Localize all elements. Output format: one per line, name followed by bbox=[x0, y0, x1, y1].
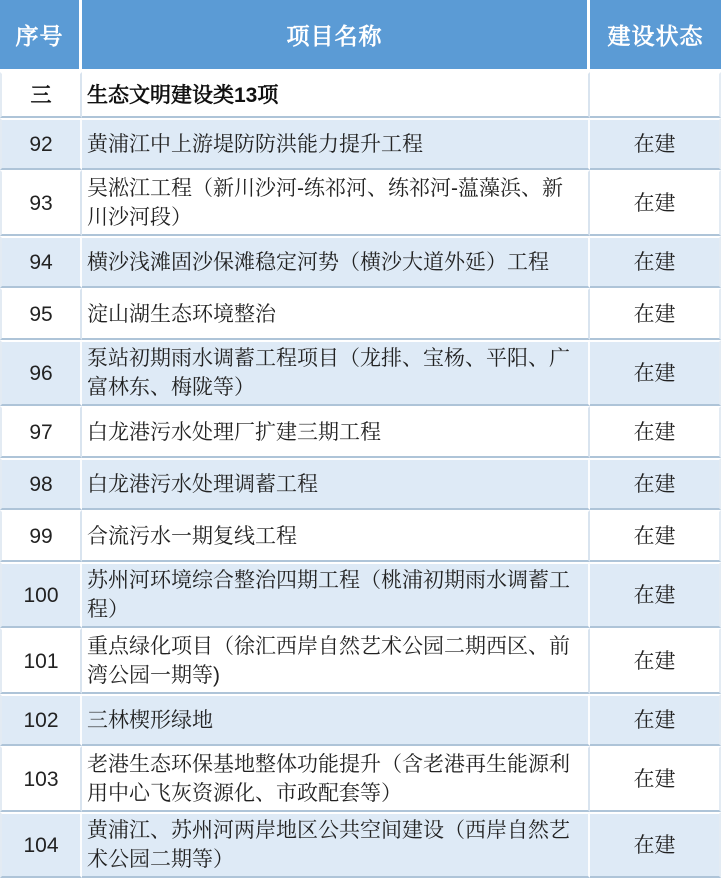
row-index-cell: 100 bbox=[0, 562, 82, 628]
row-status-cell: 在建 bbox=[590, 746, 721, 812]
row-status-cell: 在建 bbox=[590, 340, 721, 406]
row-index-cell: 97 bbox=[0, 406, 82, 458]
row-index-cell: 93 bbox=[0, 170, 82, 236]
row-name-cell: 横沙浅滩固沙保滩稳定河势（横沙大道外延）工程 bbox=[82, 236, 590, 288]
row-status-cell: 在建 bbox=[590, 694, 721, 746]
column-header-name: 项目名称 bbox=[82, 0, 590, 72]
table-row bbox=[0, 812, 721, 878]
column-header-index: 序号 bbox=[0, 0, 82, 72]
table-row bbox=[0, 694, 721, 746]
row-status-cell: 在建 bbox=[590, 562, 721, 628]
table-row bbox=[0, 288, 721, 340]
row-index-cell: 99 bbox=[0, 510, 82, 562]
row-name-cell: 吴淞江工程（新川沙河-练祁河、练祁河-蕰藻浜、新川沙河段） bbox=[82, 170, 590, 236]
row-status-cell: 在建 bbox=[590, 406, 721, 458]
row-name-cell: 苏州河环境综合整治四期工程（桃浦初期雨水调蓄工程） bbox=[82, 562, 590, 628]
row-name-cell: 老港生态环保基地整体功能提升（含老港再生能源利用中心飞灰资源化、市政配套等） bbox=[82, 746, 590, 812]
row-name-cell: 三林楔形绿地 bbox=[82, 694, 590, 746]
row-name-cell: 泵站初期雨水调蓄工程项目（龙排、宝杨、平阳、广富林东、梅陇等） bbox=[82, 340, 590, 406]
row-index-cell: 104 bbox=[0, 812, 82, 878]
row-index-cell: 103 bbox=[0, 746, 82, 812]
column-header-status: 建设状态 bbox=[590, 0, 721, 72]
table-row bbox=[0, 562, 721, 628]
row-status-cell: 在建 bbox=[590, 628, 721, 694]
row-name-cell: 黄浦江中上游堤防防洪能力提升工程 bbox=[82, 118, 590, 170]
row-status-cell: 在建 bbox=[590, 510, 721, 562]
row-name-cell: 合流污水一期复线工程 bbox=[82, 510, 590, 562]
table-row bbox=[0, 118, 721, 170]
row-status-cell: 在建 bbox=[590, 170, 721, 236]
table-row bbox=[0, 746, 721, 812]
table-row bbox=[0, 340, 721, 406]
row-name-cell: 淀山湖生态环境整治 bbox=[82, 288, 590, 340]
row-name-cell: 白龙港污水处理厂扩建三期工程 bbox=[82, 406, 590, 458]
row-index-cell: 92 bbox=[0, 118, 82, 170]
row-name-cell: 白龙港污水处理调蓄工程 bbox=[82, 458, 590, 510]
row-index-cell: 96 bbox=[0, 340, 82, 406]
row-status-cell: 在建 bbox=[590, 458, 721, 510]
row-name-cell: 黄浦江、苏州河两岸地区公共空间建设（西岸自然艺术公园二期等） bbox=[82, 812, 590, 878]
row-status-cell: 在建 bbox=[590, 236, 721, 288]
row-index-cell: 95 bbox=[0, 288, 82, 340]
header-row bbox=[0, 0, 721, 72]
section-title-cell: 生态文明建设类13项 bbox=[82, 72, 590, 118]
row-name-cell: 重点绿化项目（徐汇西岸自然艺术公园二期西区、前湾公园一期等) bbox=[82, 628, 590, 694]
row-index-cell: 94 bbox=[0, 236, 82, 288]
row-status-cell: 在建 bbox=[590, 118, 721, 170]
row-index-cell: 101 bbox=[0, 628, 82, 694]
table-row bbox=[0, 236, 721, 288]
row-status-cell: 在建 bbox=[590, 288, 721, 340]
row-index-cell: 98 bbox=[0, 458, 82, 510]
section-status-cell bbox=[590, 72, 721, 118]
row-status-cell: 在建 bbox=[590, 812, 721, 878]
table-row bbox=[0, 510, 721, 562]
section-index-cell: 三 bbox=[0, 72, 82, 118]
row-index-cell: 102 bbox=[0, 694, 82, 746]
section-row bbox=[0, 72, 721, 118]
table-row bbox=[0, 406, 721, 458]
table-row bbox=[0, 170, 721, 236]
table-row bbox=[0, 628, 721, 694]
table-row bbox=[0, 458, 721, 510]
